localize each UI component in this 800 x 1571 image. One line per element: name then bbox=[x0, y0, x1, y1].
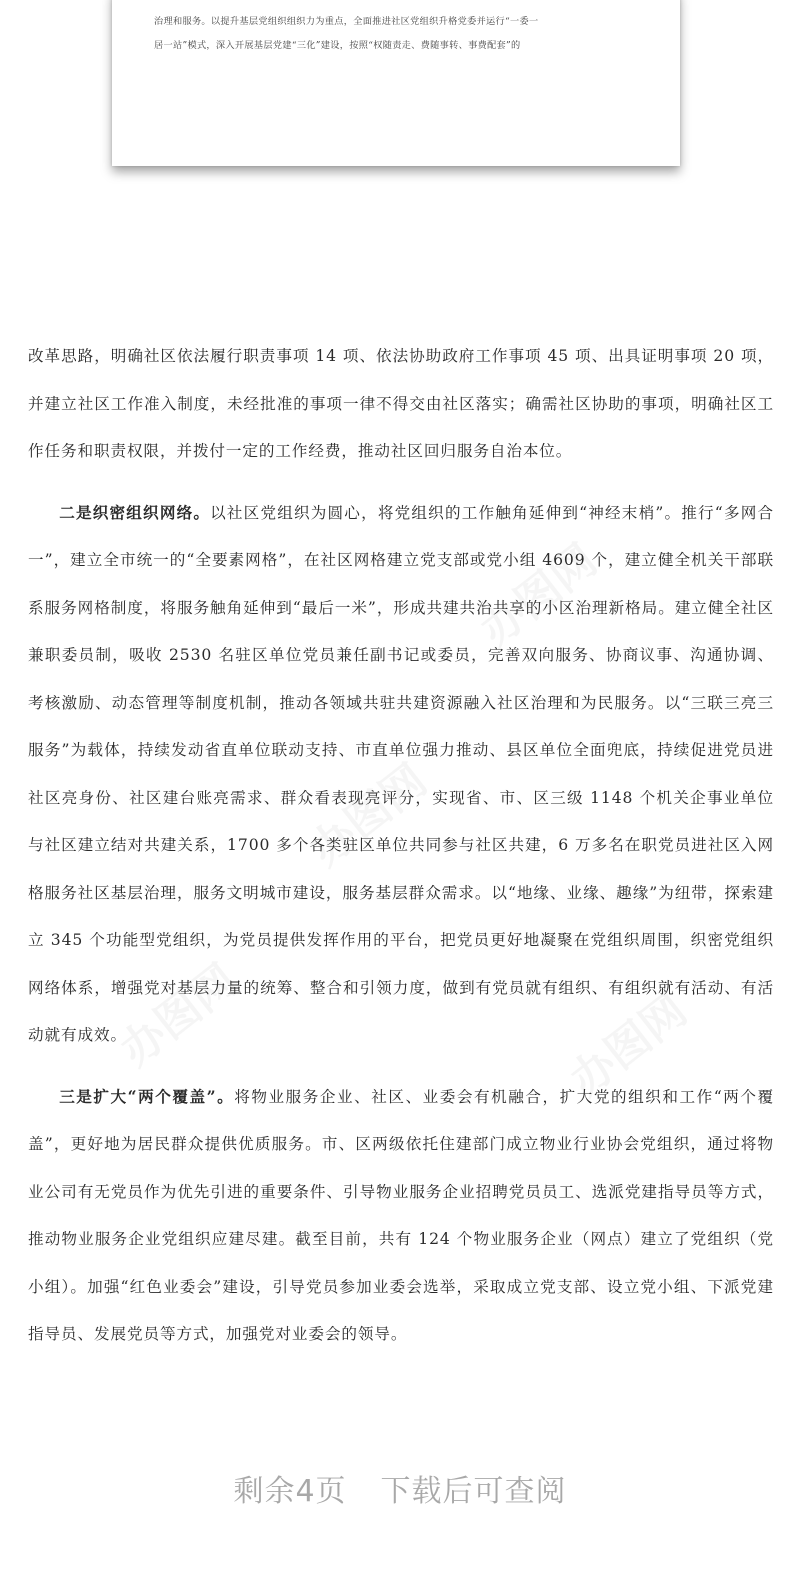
document-body bbox=[28, 333, 774, 1359]
watermark: 办图网 bbox=[561, 984, 697, 1107]
watermark: 办图网 bbox=[301, 754, 437, 877]
paragraph-text: 将物业服务企业、社区、业委会有机融合，扩大党的组织和工作“两个覆盖”，更好地为居民群众提供优质服务。市、区两级依托住建部门成立物业行业协会党组织，通过将物业公司有无党员作为优先引进的重要条件、引导物业服务企业招聘党员员工、选派党建指导员等方式，推动物业服务企业党组织应建尽建。截至目前，共有 124 个物业服务企业（网点）建立了党组织（党小组）。加强“红色业委会”建设，引导党员参加业委会选举，采取成立党支部、设立党小组、下派党建指导员、发展党员等方式，加强党对业委会的领导。 bbox=[28, 1087, 774, 1343]
paragraph-text: 以社区党组织为圆心，将党组织的工作触角延伸到“神经末梢”。推行“多网合一”，建立全市统一的“全要素网格”，在社区网格建立党支部或党小组 4609 个，建立健全机关干部联系服务网格制度，将服务触角延伸到“最后一米”，形成共建共治共享的小区治理新格局。建立健全社区兼职委员制，吸收 2530 名驻区单位党员兼任副书记或委员，完善双向服务、协商议事、沟通协调、考核激励、动态管理等制度机制，推动各领域共驻共建资源融入社区治理和为民服务。以“三联三亮三服务”为载体，持续发动省直单位联动支持、市直单位强力推动、县区单位全面兜底，持续促进党员进社区亮身份、社区建台账亮需求、群众看表现亮评分，实现省、市、区三级 1148 个机关企事业单位与社区建立结对共建关系，1700 多个各类驻区单位共同参与社区共建，6 万多名在职党员进社区入网格服务社区基层治理，服务文明城市建设，服务基层群众需求。以“地缘、业缘、趣缘”为纽带，探索建立 345 个功能型党组织，为党员提供发挥作用的平台，把党员更好地凝聚在党组织周围，织密党组织网络体系，增强党对基层力量的统筹、整合和引领力度，做到有党员就有组织、有组织就有活动、有活动就有成效。 bbox=[28, 503, 774, 1044]
remaining-pages-label: 剩余4页 bbox=[233, 1474, 347, 1509]
previous-page-preview bbox=[112, 0, 680, 166]
preview-line: 居一站”模式，深入开展基层党建“三化”建设，按照“权随责走、费随事转、事费配套”的 bbox=[154, 40, 521, 51]
paragraph-lead: 三是扩大“两个覆盖”。 bbox=[59, 1086, 235, 1106]
paragraph-continuation: 改革思路，明确社区依法履行职责事项 14 项、依法协助政府工作事项 45 项、出具证明事项 20 项，并建立社区工作准入制度，未经批准的事项一律不得交由社区落实；确需社区协助的事项，明确社区工作任务和职责权限，并拨付一定的工作经费，推动社区回归服务自治本位。 bbox=[28, 347, 774, 460]
paragraph-expand-coverage bbox=[28, 1073, 774, 1359]
watermark: 办图网 bbox=[471, 534, 607, 657]
paragraph-lead: 二是织密组织网络。 bbox=[59, 502, 211, 522]
watermark: 办图网 bbox=[111, 954, 247, 1077]
download-to-view-label: 下载后可查阅 bbox=[380, 1474, 567, 1509]
paragraph-weave-network bbox=[28, 489, 774, 1060]
preview-line: 治理和服务。以提升基层党组织组织力为重点，全面推进社区党组织升格党委并运行“一委一 bbox=[154, 16, 539, 27]
download-to-read-more-button[interactable] bbox=[0, 1466, 800, 1510]
